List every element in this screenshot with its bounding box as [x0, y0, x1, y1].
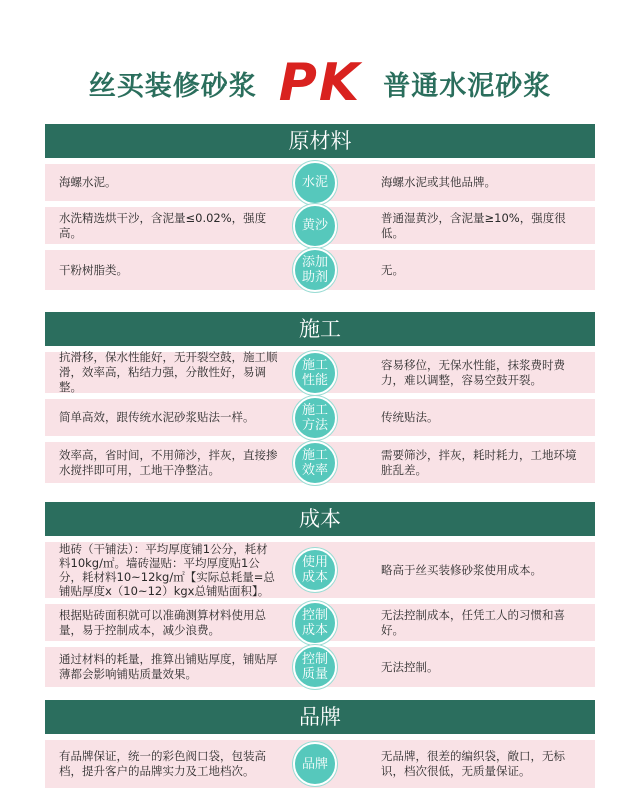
title-left: 丝买装修砂浆 [88, 70, 257, 102]
section-cost [45, 502, 595, 687]
comparison-row [45, 250, 595, 290]
section-header: 品牌 [45, 700, 595, 734]
left-cell: 通过材料的耗量，推算出铺贴厚度，铺贴厚薄都会影响铺贴质量效果。 [59, 652, 278, 681]
comparison-row [45, 164, 595, 201]
left-cell: 水洗精选烘干沙，含泥量≤0.02%，强度高。 [59, 210, 267, 240]
right-cell: 略高于丝买装修砂浆使用成本。 [381, 562, 542, 577]
title-right: 普通水泥砂浆 [383, 70, 552, 102]
category-badge: 控制成本 [293, 601, 337, 645]
left-cell: 有品牌保证，统一的彩色阀口袋，包装高档，提升客户的品牌实力及工地档次。 [59, 749, 266, 778]
right-cell: 需要筛沙，拌灰，耗时耗力，工地环境脏乱差。 [381, 447, 577, 477]
right-cell: 无品牌，很差的编织袋，敞口，无标识，档次很低，无质量保证。 [381, 749, 565, 778]
section-construction [45, 312, 595, 483]
comparison-row [45, 399, 595, 436]
comparison-row [45, 442, 595, 483]
left-cell: 效率高，省时间，不用筛沙，拌灰，直接掺水搅拌即可用，工地干净整洁。 [59, 447, 278, 477]
comparison-row [45, 647, 595, 687]
section-brand [45, 700, 595, 788]
section-header: 原材料 [45, 124, 595, 158]
comparison-row [45, 604, 595, 641]
category-badge: 使用成本 [293, 548, 337, 592]
right-cell: 海螺水泥或其他品牌。 [381, 175, 496, 189]
left-cell: 根据贴砖面积就可以准确测算材料使用总量，易于控制成本，减少浪费。 [59, 607, 266, 637]
right-cell: 无法控制。 [381, 659, 439, 674]
right-cell: 传统贴法。 [381, 410, 439, 424]
section-header: 成本 [45, 502, 595, 536]
category-badge: 品牌 [293, 742, 337, 786]
left-cell: 海螺水泥。 [59, 175, 117, 189]
category-badge: 施工效率 [293, 441, 337, 485]
comparison-row [45, 542, 595, 598]
page-title [0, 48, 640, 118]
category-badge: 水泥 [293, 161, 337, 205]
comparison-row [45, 352, 595, 393]
left-cell: 简单高效，跟传统水泥砂浆贴法一样。 [59, 410, 255, 424]
section-raw-materials [45, 124, 595, 290]
category-badge: 控制质量 [293, 645, 337, 689]
category-badge: 施工性能 [293, 351, 337, 395]
left-cell: 干粉树脂类。 [59, 262, 128, 277]
category-badge: 施工方法 [293, 396, 337, 440]
right-cell: 普通湿黄沙，含泥量≥10%，强度很低。 [381, 210, 566, 240]
left-cell: 抗滑移，保水性能好，无开裂空鼓，施工顺滑，效率高，粘结力强，分散性好，易调整。 [59, 350, 278, 394]
section-header: 施工 [45, 312, 595, 346]
left-cell: 地砖（干铺法）：平均厚度铺1公分，耗材料10kg/㎡。墙砖湿贴：平均厚度贴1公分，耗材料10~12kg/㎡【实际总耗量=总铺贴厚度x（10~12）kgx总铺贴面积】。 [59, 542, 275, 598]
right-cell: 容易移位，无保水性能，抹浆费时费力，难以调整，容易空鼓开裂。 [381, 357, 565, 387]
category-badge: 黄沙 [293, 204, 337, 248]
comparison-row [45, 207, 595, 244]
comparison-row [45, 740, 595, 788]
right-cell: 无法控制成本，任凭工人的习惯和喜好。 [381, 607, 565, 637]
title-pk: PK [278, 53, 362, 113]
right-cell: 无。 [381, 262, 404, 277]
category-badge: 添加助剂 [293, 248, 337, 292]
